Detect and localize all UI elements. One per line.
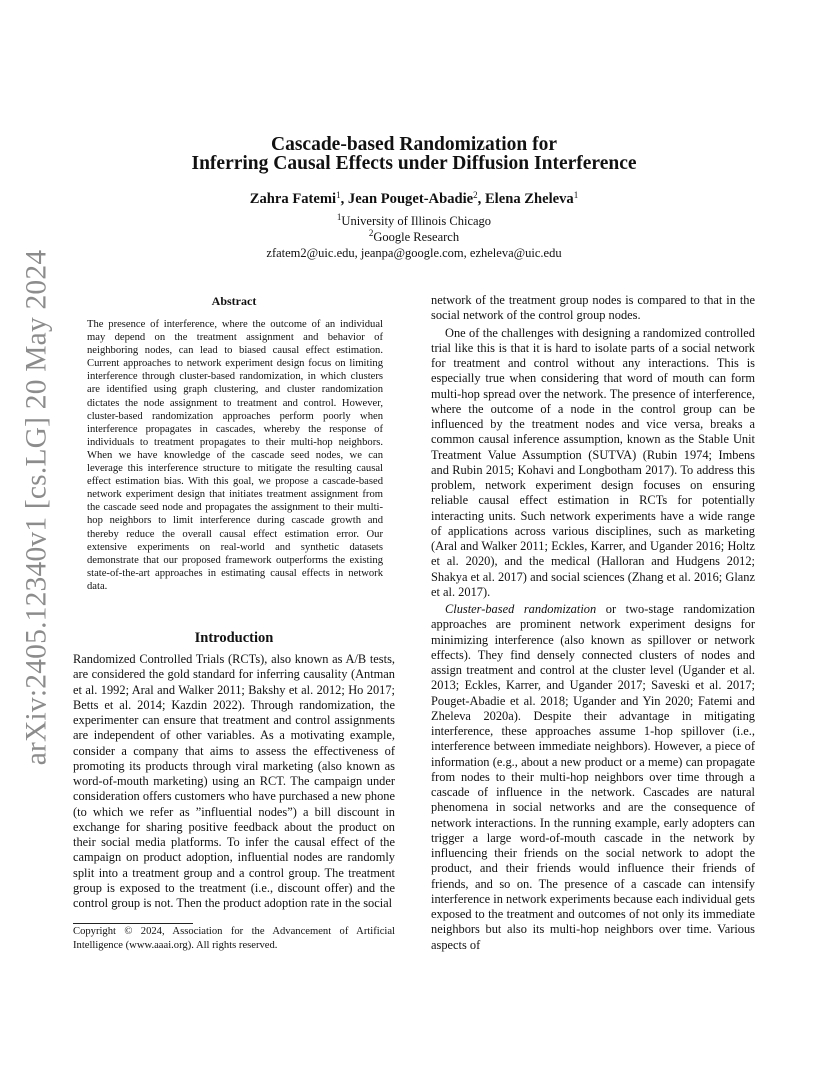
affiliation-mark: 1 [336, 212, 342, 222]
arxiv-identifier: arXiv:2405.12340v1 [cs.LG] 20 May 2024 [20, 249, 53, 765]
affiliation-mark: 2 [368, 228, 374, 238]
author-affiliation-mark: 1 [573, 190, 579, 200]
body-paragraph [431, 602, 755, 953]
author-name: Jean Pouget-Abadie [347, 191, 474, 207]
body-paragraph: One of the challenges with designing a randomized controlled trial like this is that it is hard to isolate parts of a social network for treatment and control without any interactions. This is especially true when considering that word of mouth can form multi-hop spread over the network. The presence of interference, where the outcome of a node in the control group can be influenced by the treatment nodes and vice versa, breaks a common causal inference assumption, known as the Stable Unit Treatment Value Assumption (SUTVA) (Rubin 1974; Imbens and Rubin 2015; Kohavi and Longbotham 2017). To address this problem, network experiment design focuses on ensuring reliable causal effect estimation in RCTs for potentially interacting units. Such network experiments have a wide range of applications across various disciplines, such as marketing (Aral and Walker 2011; Eckles, Karrer, and Ugander 2016; Holtz et al. 2020), and the medical (Halloran and Hudgens 2012; Shakya et al. 2017) and social sciences (Zhang et al. 2016; Glanz et al. 2017). [431, 325, 755, 599]
affiliation-name: University of Illinois Chicago [341, 214, 492, 228]
abstract-heading: Abstract [211, 294, 257, 308]
right-column [431, 293, 755, 953]
author-affiliation-mark: 2 [473, 190, 478, 200]
abstract-text: The presence of interference, where the outcome of an individual may depend on the treatment assignment and behavior of neighboring nodes, can lead to biased causal effect estimation. Current approaches to network experiment design focus on limiting interference through cluster-based randomization, in which clusters are identified using graph clustering, and cluster randomization dictates the node assignment to treatment and control. However, cluster-based randomization approaches perform poorly when interference propagates in cascades, whereby the response of individuals to treatment propagates to their multi-hop neighbors. When we have knowledge of the cascade seed nodes, we can leverage this interference structure to mitigate the resulting causal effect estimation bias. With this goal, we propose a cascade-based network experiment design that initiates treatment assignment from the cascade seed node and propagates the assignment to their multi-hop neighbors to limit interference during cascade growth and thereby reduce the overall causal effect estimation error. Our extensive experiments on real-world and synthetic datasets demonstrate that our proposed framework outperforms the existing state-of-the-art approaches in estimating causal effects in network data. [87, 319, 383, 592]
paper-title-line-2: Inferring Causal Effects under Diffusion Interference [191, 153, 637, 174]
affiliation [0, 213, 828, 229]
copyright-footnote: Copyright © 2024, Association for the Advancement of Artificial Intelligence (www.aaai.org). All rights reserved. [73, 926, 395, 951]
author-emails: zfatem2@uic.edu, jeanpa@google.com, ezheleva@uic.edu [266, 246, 562, 260]
introduction-paragraph: Randomized Controlled Trials (RCTs), also known as A/B tests, are considered the gold standard for inferring causality (Antman et al. 1992; Aral and Walker 2011; Bakshy et al. 2012; Ho 2017; Betts et al. 2014; Kazdin 2022). Through randomization, the experimenter can ensure that treatment and control assignments are independent of other variables. As a motivating example, consider a company that aims to assess the effectiveness of promoting its products through viral marketing (also known as word-of-mouth marketing) using an RCT. The campaign under consideration offers customers who have purchased a new phone (to which we refer as ”influential nodes”) a bill discount in exchange for sharing positive feedback about the product on their social media platforms. To infer the causal effect of the campaign on product adoption, influential nodes are randomly split into a treatment group and a control group. The treatment group is exposed to the treatment (i.e., discount offer) and the control group is not. Then the product adoption rate in the social [73, 652, 395, 910]
affiliation [0, 229, 828, 245]
arxiv-watermark [14, 249, 60, 765]
paragraph-continuation: network of the treatment group nodes is compared to that in the social network of the control group nodes. [431, 293, 755, 323]
affiliation-name: Google Research [373, 230, 460, 244]
author-list: Zahra Fatemi$^1$, Jean Pouget-Abadie$^2$, Elena Zheleva$^1$ [249, 190, 579, 207]
footnote-rule [73, 923, 193, 924]
paragraph-text: or two-stage randomization approaches are prominent network experiment designs for minimizing interference (also known as spillover or network effects). They find densely connected clusters of nodes and assign treatment and control at the cluster level (Ugander et al. 2013; Eckles, Karrer, and Ugander 2017; Saveski et al. 2017; Pouget-Abadie et al. 2018; Ugander and Yin 2020; Fatemi and Zheleva 2020a). Despite their advantage in mitigating interference, these approaches assume 1-hop spillover (i.e., interference between immediate neighbors). However, a piece of information (e.g., about a new product or a meme) can propagate from nodes to their multi-hop neighbors over time through a cascade of influence in the network. Cascades are natural phenomena in social networks and are the consequence of network interactions. In the running example, early adopters can trigger a large word-of-mouth cascade in the network by influencing their friends on the social network to adopt the product, and their friends would influence their friends of friends, and so on. The presence of a cascade can intensify interference in network experiments because each individual gets exposed to the treatment and outcomes of not only its immediate neighbors but also its multi-hop neighbors over time. Various aspects of [431, 602, 755, 952]
emphasized-term: Cluster-based randomization [445, 602, 597, 616]
author-name: Elena Zheleva [484, 191, 574, 207]
introduction-heading: Introduction [194, 630, 274, 646]
author-affiliation-mark: 1 [336, 190, 341, 200]
author-name: Zahra Fatemi [249, 191, 337, 207]
paper-title-line-1: Cascade-based Randomization for [271, 134, 557, 155]
